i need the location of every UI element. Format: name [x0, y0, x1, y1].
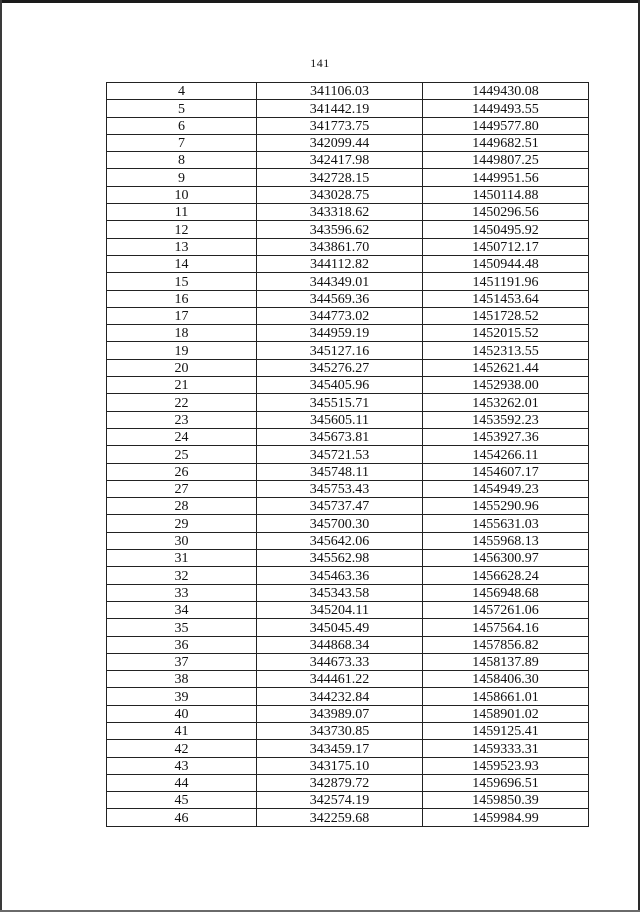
table-row	[107, 100, 589, 117]
x-coordinate-cell: 345605.11	[257, 411, 423, 428]
y-coordinate-cell: 1453927.36	[423, 428, 589, 445]
point-number-cell: 12	[107, 221, 257, 238]
y-coordinate-cell: 1453592.23	[423, 411, 589, 428]
point-number-cell: 21	[107, 377, 257, 394]
table-row	[107, 653, 589, 670]
table-row	[107, 792, 589, 809]
point-number-cell: 15	[107, 273, 257, 290]
y-coordinate-cell: 1451191.96	[423, 273, 589, 290]
y-coordinate-cell: 1454266.11	[423, 446, 589, 463]
x-coordinate-cell: 344349.01	[257, 273, 423, 290]
table-row	[107, 186, 589, 203]
point-number-cell: 42	[107, 740, 257, 757]
x-coordinate-cell: 343028.75	[257, 186, 423, 203]
point-number-cell: 30	[107, 532, 257, 549]
x-coordinate-cell: 344673.33	[257, 653, 423, 670]
y-coordinate-cell: 1449577.80	[423, 117, 589, 134]
y-coordinate-cell: 1457856.82	[423, 636, 589, 653]
x-coordinate-cell: 343175.10	[257, 757, 423, 774]
x-coordinate-cell: 342259.68	[257, 809, 423, 826]
y-coordinate-cell: 1459125.41	[423, 722, 589, 739]
point-number-cell: 27	[107, 480, 257, 497]
x-coordinate-cell: 345562.98	[257, 550, 423, 567]
y-coordinate-cell: 1455968.13	[423, 532, 589, 549]
x-coordinate-cell: 344959.19	[257, 325, 423, 342]
point-number-cell: 33	[107, 584, 257, 601]
y-coordinate-cell: 1458406.30	[423, 671, 589, 688]
x-coordinate-cell: 345204.11	[257, 601, 423, 618]
x-coordinate-cell: 343730.85	[257, 722, 423, 739]
x-coordinate-cell: 344232.84	[257, 688, 423, 705]
table-row	[107, 134, 589, 151]
point-number-cell: 11	[107, 204, 257, 221]
point-number-cell: 25	[107, 446, 257, 463]
table-row	[107, 809, 589, 826]
y-coordinate-cell: 1452313.55	[423, 342, 589, 359]
point-number-cell: 39	[107, 688, 257, 705]
table-row	[107, 757, 589, 774]
x-coordinate-cell: 344773.02	[257, 307, 423, 324]
table-row	[107, 584, 589, 601]
x-coordinate-cell: 345045.49	[257, 619, 423, 636]
scan-edge-top	[0, 0, 640, 3]
y-coordinate-cell: 1458137.89	[423, 653, 589, 670]
x-coordinate-cell: 345515.71	[257, 394, 423, 411]
scan-edge-left	[0, 0, 2, 912]
table-row	[107, 463, 589, 480]
y-coordinate-cell: 1457261.06	[423, 601, 589, 618]
point-number-cell: 45	[107, 792, 257, 809]
point-number-cell: 23	[107, 411, 257, 428]
y-coordinate-cell: 1450712.17	[423, 238, 589, 255]
point-number-cell: 18	[107, 325, 257, 342]
table-row	[107, 498, 589, 515]
point-number-cell: 8	[107, 152, 257, 169]
y-coordinate-cell: 1449682.51	[423, 134, 589, 151]
point-number-cell: 35	[107, 619, 257, 636]
point-number-cell: 13	[107, 238, 257, 255]
x-coordinate-cell: 342728.15	[257, 169, 423, 186]
x-coordinate-cell: 343989.07	[257, 705, 423, 722]
x-coordinate-cell: 344868.34	[257, 636, 423, 653]
table-row	[107, 377, 589, 394]
x-coordinate-cell: 345737.47	[257, 498, 423, 515]
x-coordinate-cell: 342574.19	[257, 792, 423, 809]
x-coordinate-cell: 341442.19	[257, 100, 423, 117]
table-row	[107, 273, 589, 290]
point-number-cell: 46	[107, 809, 257, 826]
point-number-cell: 29	[107, 515, 257, 532]
y-coordinate-cell: 1449951.56	[423, 169, 589, 186]
y-coordinate-cell: 1455631.03	[423, 515, 589, 532]
x-coordinate-cell: 343318.62	[257, 204, 423, 221]
x-coordinate-cell: 344112.82	[257, 255, 423, 272]
y-coordinate-cell: 1450944.48	[423, 255, 589, 272]
point-number-cell: 26	[107, 463, 257, 480]
table-row	[107, 446, 589, 463]
table-row	[107, 722, 589, 739]
point-number-cell: 38	[107, 671, 257, 688]
x-coordinate-cell: 345463.36	[257, 567, 423, 584]
point-number-cell: 5	[107, 100, 257, 117]
table-row	[107, 359, 589, 376]
x-coordinate-cell: 345642.06	[257, 532, 423, 549]
table-row	[107, 705, 589, 722]
table-row	[107, 550, 589, 567]
table-row	[107, 342, 589, 359]
table-row	[107, 636, 589, 653]
x-coordinate-cell: 343861.70	[257, 238, 423, 255]
coordinates-table-body	[107, 83, 589, 827]
y-coordinate-cell: 1454949.23	[423, 480, 589, 497]
y-coordinate-cell: 1456300.97	[423, 550, 589, 567]
point-number-cell: 37	[107, 653, 257, 670]
point-number-cell: 44	[107, 774, 257, 791]
y-coordinate-cell: 1451453.64	[423, 290, 589, 307]
table-row	[107, 688, 589, 705]
y-coordinate-cell: 1458661.01	[423, 688, 589, 705]
table-row	[107, 671, 589, 688]
page-number: 141	[310, 56, 330, 70]
table-row	[107, 619, 589, 636]
point-number-cell: 17	[107, 307, 257, 324]
y-coordinate-cell: 1456628.24	[423, 567, 589, 584]
y-coordinate-cell: 1450114.88	[423, 186, 589, 203]
x-coordinate-cell: 345673.81	[257, 428, 423, 445]
table-row	[107, 255, 589, 272]
table-row	[107, 83, 589, 100]
point-number-cell: 6	[107, 117, 257, 134]
point-number-cell: 34	[107, 601, 257, 618]
point-number-cell: 22	[107, 394, 257, 411]
y-coordinate-cell: 1452015.52	[423, 325, 589, 342]
point-number-cell: 14	[107, 255, 257, 272]
point-number-cell: 40	[107, 705, 257, 722]
y-coordinate-cell: 1449807.25	[423, 152, 589, 169]
point-number-cell: 31	[107, 550, 257, 567]
y-coordinate-cell: 1453262.01	[423, 394, 589, 411]
x-coordinate-cell: 342099.44	[257, 134, 423, 151]
point-number-cell: 4	[107, 83, 257, 100]
point-number-cell: 19	[107, 342, 257, 359]
y-coordinate-cell: 1454607.17	[423, 463, 589, 480]
x-coordinate-cell: 345748.11	[257, 463, 423, 480]
table-row	[107, 567, 589, 584]
x-coordinate-cell: 345721.53	[257, 446, 423, 463]
table-row	[107, 411, 589, 428]
y-coordinate-cell: 1449430.08	[423, 83, 589, 100]
table-row	[107, 307, 589, 324]
point-number-cell: 20	[107, 359, 257, 376]
x-coordinate-cell: 341773.75	[257, 117, 423, 134]
x-coordinate-cell: 342417.98	[257, 152, 423, 169]
table-row	[107, 532, 589, 549]
point-number-cell: 41	[107, 722, 257, 739]
x-coordinate-cell: 341106.03	[257, 83, 423, 100]
y-coordinate-cell: 1456948.68	[423, 584, 589, 601]
table-row	[107, 480, 589, 497]
point-number-cell: 43	[107, 757, 257, 774]
y-coordinate-cell: 1450296.56	[423, 204, 589, 221]
x-coordinate-cell: 344569.36	[257, 290, 423, 307]
y-coordinate-cell: 1459850.39	[423, 792, 589, 809]
x-coordinate-cell: 343459.17	[257, 740, 423, 757]
y-coordinate-cell: 1459984.99	[423, 809, 589, 826]
x-coordinate-cell: 343596.62	[257, 221, 423, 238]
table-row	[107, 204, 589, 221]
y-coordinate-cell: 1452938.00	[423, 377, 589, 394]
y-coordinate-cell: 1457564.16	[423, 619, 589, 636]
table-row	[107, 221, 589, 238]
x-coordinate-cell: 345276.27	[257, 359, 423, 376]
x-coordinate-cell: 345127.16	[257, 342, 423, 359]
y-coordinate-cell: 1459696.51	[423, 774, 589, 791]
point-number-cell: 24	[107, 428, 257, 445]
x-coordinate-cell: 345753.43	[257, 480, 423, 497]
y-coordinate-cell: 1455290.96	[423, 498, 589, 515]
point-number-cell: 36	[107, 636, 257, 653]
x-coordinate-cell: 344461.22	[257, 671, 423, 688]
point-number-cell: 9	[107, 169, 257, 186]
table-row	[107, 290, 589, 307]
point-number-cell: 16	[107, 290, 257, 307]
y-coordinate-cell: 1450495.92	[423, 221, 589, 238]
table-row	[107, 117, 589, 134]
y-coordinate-cell: 1452621.44	[423, 359, 589, 376]
table-row	[107, 325, 589, 342]
table-row	[107, 740, 589, 757]
point-number-cell: 28	[107, 498, 257, 515]
table-row	[107, 169, 589, 186]
table-row	[107, 601, 589, 618]
y-coordinate-cell: 1459333.31	[423, 740, 589, 757]
table-row	[107, 394, 589, 411]
x-coordinate-cell: 345405.96	[257, 377, 423, 394]
table-row	[107, 238, 589, 255]
x-coordinate-cell: 345700.30	[257, 515, 423, 532]
y-coordinate-cell: 1451728.52	[423, 307, 589, 324]
x-coordinate-cell: 345343.58	[257, 584, 423, 601]
y-coordinate-cell: 1449493.55	[423, 100, 589, 117]
y-coordinate-cell: 1458901.02	[423, 705, 589, 722]
table-row	[107, 152, 589, 169]
point-number-cell: 7	[107, 134, 257, 151]
point-number-cell: 10	[107, 186, 257, 203]
y-coordinate-cell: 1459523.93	[423, 757, 589, 774]
coordinates-table	[106, 82, 589, 827]
point-number-cell: 32	[107, 567, 257, 584]
table-row	[107, 515, 589, 532]
x-coordinate-cell: 342879.72	[257, 774, 423, 791]
table-row	[107, 774, 589, 791]
table-row	[107, 428, 589, 445]
